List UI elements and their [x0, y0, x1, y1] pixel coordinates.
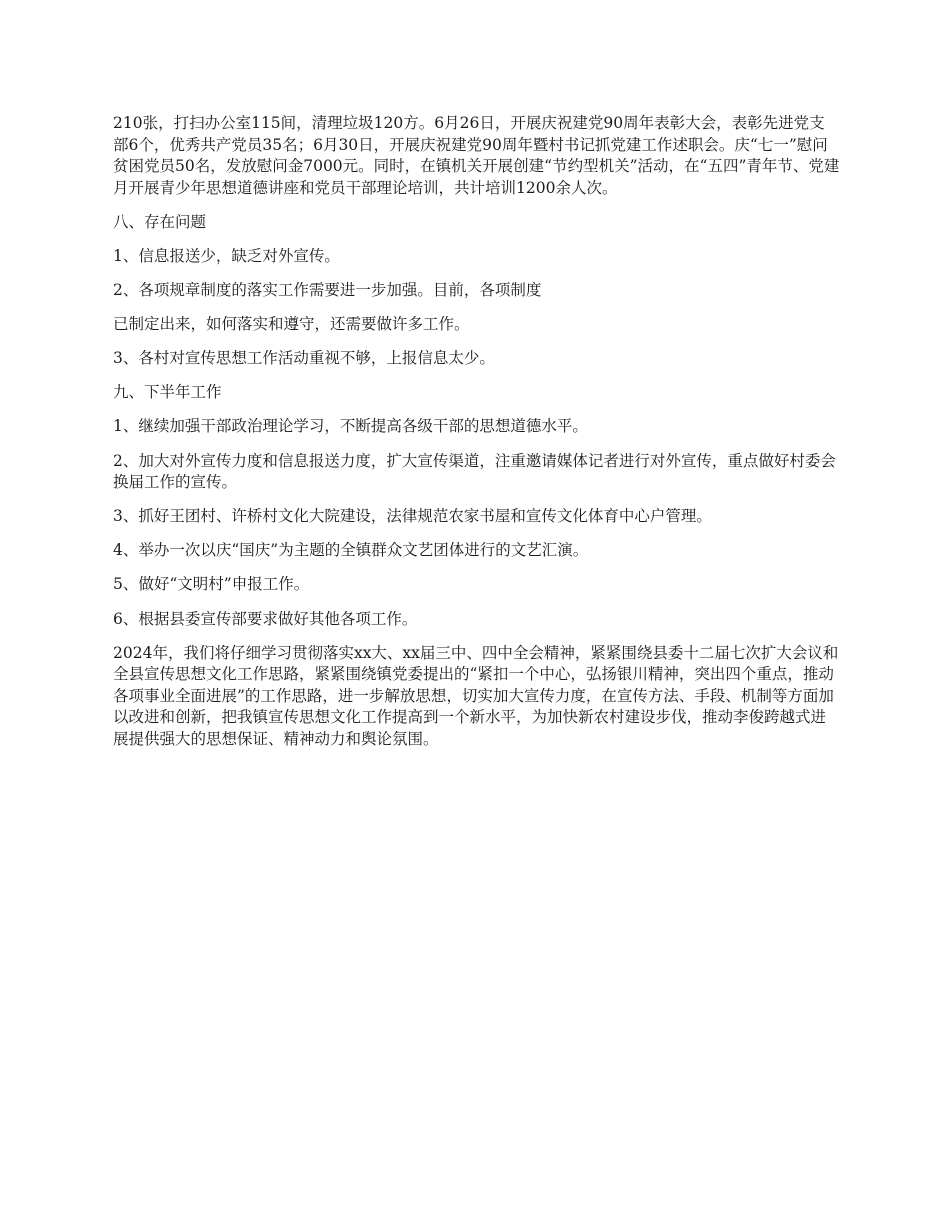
list-item: 5、做好“文明村”申报工作。 [113, 575, 310, 594]
list-item: 4、举办一次以庆“国庆”为主题的全镇群众文艺团体进行的文艺汇演。 [113, 541, 589, 560]
list-item: 6、根据县委宣传部要求做好其他各项工作。 [113, 609, 418, 628]
section-heading-next-half: 九、下半年工作 [113, 383, 222, 402]
list-item: 3、抓好王团村、许桥村文化大院建设，法律规范农家书屋和宣传文化体育中心户管理。 [113, 507, 712, 526]
paragraph-continuation: 已制定出来，如何落实和遵守，还需要做许多工作。 [113, 315, 470, 334]
section-heading-problems: 八、存在问题 [113, 212, 207, 231]
list-item: 3、各村对宣传思想工作活动重视不够，上报信息太少。 [113, 349, 495, 368]
list-item: 2、加大对外宣传力度和信息报送力度，扩大宣传渠道，注重邀请媒体记者进行对外宣传，重点做好村委会换届工作的宣传。 [113, 451, 836, 492]
document-body [113, 113, 840, 763]
list-item: 2、各项规章制度的落实工作需要进一步加强。目前，各项制度 [113, 281, 542, 300]
paragraph-continued-activities: 210张，打扫办公室115间，清理垃圾120方。6月26日，开展庆祝建党90周年表彰大会，表彰先进党支部6个，优秀共产党员35名；6月30日，开展庆祝建党90周年暨村书记抓党建工作述职会。庆“七一”慰问贫困党员50名，发放慰问金7000元。同时，在镇机关开展创建“节约型机关”活动，在“五四”青年节、党建月开展青少年思想道德讲座和党员干部理论培训，共计培训1200余人次。 [113, 114, 840, 197]
list-item: 1、继续加强干部政治理论学习，不断提高各级干部的思想道德水平。 [113, 417, 588, 436]
paragraph-outlook-2024: 2024年，我们将仔细学习贯彻落实xx大、xx届三中、四中全会精神，紧紧围绕县委十二届七次扩大会议和全县宣传思想文化工作思路，紧紧围绕镇党委提出的“紧扣一个中心，弘扬银川精神，突出四个重点，推动各项事业全面进展”的工作思路，进一步解放思想，切实加大宣传力度，在宣传方法、手段、机制等方面加以改进和创新，把我镇宣传思想文化工作提高到一个新水平，为加快新农村建设步伐，推动李俊跨越式进展提供强大的思想保证、精神动力和舆论氛围。 [113, 643, 839, 748]
list-item: 1、信息报送少，缺乏对外宣传。 [113, 246, 340, 265]
